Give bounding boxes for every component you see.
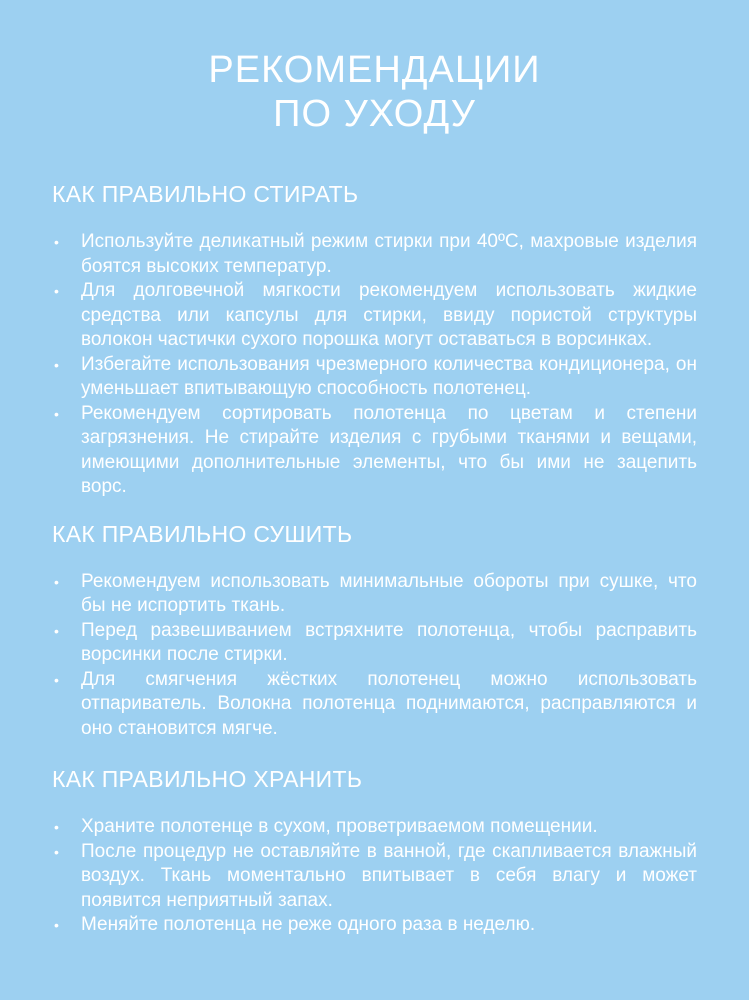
list-item-text: Рекомендуем сортировать полотенца по цветам и степени загрязнения. Не стирайте изделия с грубыми тканями и вещами, имеющими дополнительные элементы, что бы ими не зацепить ворс.: [81, 402, 697, 497]
list-item: [52, 279, 697, 353]
list-item: [52, 619, 697, 668]
list-item-text: Используйте деликатный режим стирки при 40ºС, махровые изделия боятся высоких температур.: [81, 231, 697, 277]
list-item: [52, 913, 697, 938]
section-heading-washing: КАК ПРАВИЛЬНО СТИРАТЬ: [52, 181, 359, 207]
drying-list: [52, 570, 697, 742]
list-item-text: Рекомендуем использовать минимальные обороты при сушке, что бы не испортить ткань.: [81, 570, 697, 616]
bullet-icon: •: [54, 405, 59, 422]
list-item: [52, 402, 697, 500]
bullet-icon: •: [54, 622, 59, 639]
list-item: [52, 353, 697, 402]
bullet-icon: •: [54, 356, 59, 373]
section-storing: [52, 741, 697, 938]
section-heading-storing: КАК ПРАВИЛЬНО ХРАНИТЬ: [52, 766, 363, 792]
list-item-text: После процедур не оставляйте в ванной, где скапливается влажный воздух. Ткань моментально впитывает в себя влагу и может появится неприятный запах.: [81, 840, 697, 911]
list-item-text: Избегайте использования чрезмерного количества кондиционера, он уменьшает впитывающую способность полотенец.: [81, 353, 697, 399]
section-washing: [52, 136, 697, 500]
bullet-icon: •: [54, 917, 59, 933]
bullet-icon: •: [54, 234, 59, 250]
washing-list: [52, 230, 697, 500]
page-title-line-1: РЕКОМЕНДАЦИИ: [208, 49, 541, 91]
list-item: [52, 815, 697, 840]
list-item-text: Меняйте полотенца не реже одного раза в неделю.: [81, 914, 536, 935]
list-item: [52, 570, 697, 619]
list-item-text: Храните полотенце в сухом, проветриваемом помещении.: [81, 816, 598, 837]
list-item-text: Для долговечной мягкости рекомендуем использовать жидкие средства или капсулы для стирки, ввиду пористой структуры волокон частички сухого порошка могут оставаться в ворсинках.: [81, 280, 697, 350]
bullet-icon: •: [54, 573, 59, 590]
storing-list: [52, 815, 697, 938]
bullet-icon: •: [54, 671, 59, 688]
list-item: [52, 668, 697, 742]
page-title: [52, 0, 697, 136]
list-item-text: Перед развешиванием встряхните полотенца, чтобы расправить ворсинки после стирки.: [81, 619, 697, 665]
page-title-line-2: ПО УХОДУ: [273, 93, 476, 135]
bullet-icon: •: [54, 843, 59, 860]
list-item-text: Для смягчения жёстких полотенец можно использовать отпариватель. Волокна полотенца поднимаются, расправляются и оно становится мягче.: [81, 668, 697, 739]
bullet-icon: •: [54, 819, 59, 835]
section-heading-drying: КАК ПРАВИЛЬНО СУШИТЬ: [52, 520, 353, 547]
section-drying: [52, 500, 697, 742]
list-item: [52, 230, 697, 279]
bullet-icon: •: [54, 283, 59, 299]
list-item: [52, 840, 697, 914]
